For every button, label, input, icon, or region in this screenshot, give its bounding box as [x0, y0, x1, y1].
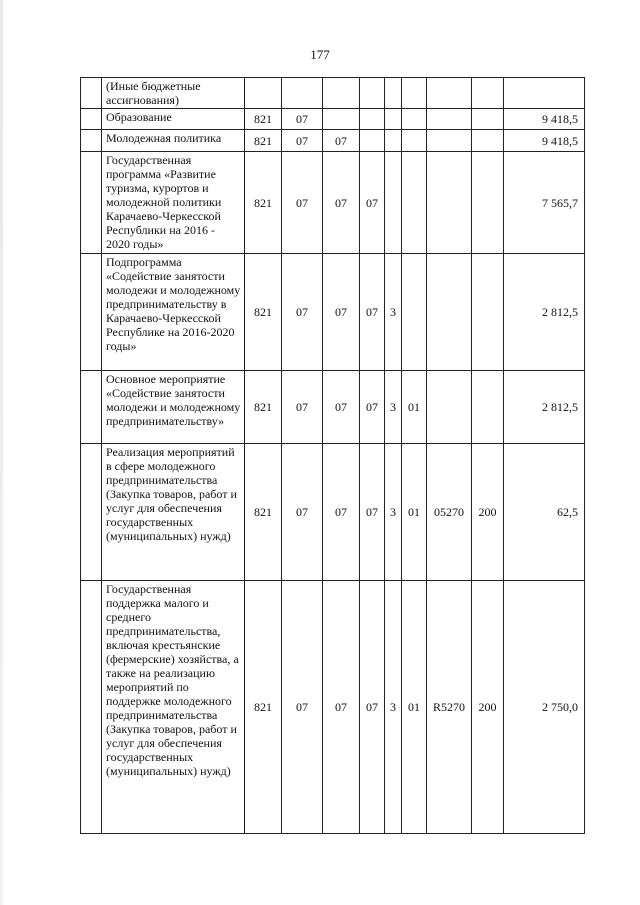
- table-row: [81, 78, 585, 109]
- amount-cell: 7 565,7: [504, 152, 585, 254]
- code-expense-type: [472, 109, 504, 130]
- amount-cell: 62,5: [504, 444, 585, 581]
- code-program: 07: [360, 152, 385, 254]
- code-program: [360, 78, 385, 109]
- amount-cell: 2 750,0: [504, 581, 585, 834]
- code-activity: [402, 254, 427, 371]
- row-description: Реализация мероприятий в сфере молодежного предпринимательства (Закупка товаров, работ и услуг для обеспечения государственных (муниципальных) нужд): [102, 444, 245, 581]
- amount-cell: [504, 78, 585, 109]
- code-program: 07: [360, 371, 385, 444]
- row-description: Образование: [102, 109, 245, 130]
- code-section: 07: [282, 581, 323, 834]
- code-direction: [427, 254, 472, 371]
- amount-cell: 2 812,5: [504, 254, 585, 371]
- code-subsection: 07: [323, 371, 360, 444]
- code-activity: 01: [402, 581, 427, 834]
- row-description: Молодежная политика: [102, 130, 245, 152]
- code-ministry: 821: [245, 444, 282, 581]
- blank-cell: [81, 109, 102, 130]
- row-description: Государственная поддержка малого и среднего предпринимательства, включая крестьянские (фермерские) хозяйства, а также на реализацию мероприятий по поддержке молодежного предпринимательства (Закупка товаров, работ и услуг для обеспечения государственных (муниципальных) нужд): [102, 581, 245, 834]
- code-expense-type: [472, 371, 504, 444]
- row-description: Основное мероприятие «Содействие занятости молодежи и молодежному предпринимательству»: [102, 371, 245, 444]
- code-expense-type: [472, 130, 504, 152]
- code-direction: 05270: [427, 444, 472, 581]
- row-description: (Иные бюджетные ассигнования): [102, 78, 245, 109]
- blank-cell: [81, 254, 102, 371]
- code-activity: [402, 109, 427, 130]
- code-section: 07: [282, 371, 323, 444]
- code-activity: [402, 78, 427, 109]
- code-direction: [427, 371, 472, 444]
- table-row: [81, 130, 585, 152]
- code-program: 07: [360, 254, 385, 371]
- scan-edge: [0, 0, 3, 905]
- table-row: [81, 109, 585, 130]
- code-activity: [402, 130, 427, 152]
- code-subsection: [323, 109, 360, 130]
- code-ministry: 821: [245, 371, 282, 444]
- code-section: 07: [282, 254, 323, 371]
- code-expense-type: [472, 152, 504, 254]
- code-subsection: [323, 78, 360, 109]
- code-section: 07: [282, 444, 323, 581]
- code-section: 07: [282, 130, 323, 152]
- code-program: [360, 109, 385, 130]
- table-row: [81, 371, 585, 444]
- blank-cell: [81, 78, 102, 109]
- code-direction: R5270: [427, 581, 472, 834]
- code-ministry: 821: [245, 109, 282, 130]
- code-ministry: 821: [245, 152, 282, 254]
- blank-cell: [81, 371, 102, 444]
- page-number: 177: [310, 47, 330, 62]
- table-row: [81, 581, 585, 834]
- blank-cell: [81, 444, 102, 581]
- code-program: 07: [360, 581, 385, 834]
- code-activity: 01: [402, 371, 427, 444]
- budget-table: [80, 77, 585, 834]
- code-subsection: 07: [323, 581, 360, 834]
- code-subsection: 07: [323, 254, 360, 371]
- amount-cell: 9 418,5: [504, 109, 585, 130]
- code-ministry: 821: [245, 130, 282, 152]
- row-description: Государственная программа «Развитие туризма, курортов и молодежной политики Карачаево-Черкесской Республики на 2016 - 2020 годы»: [102, 152, 245, 254]
- row-description: Подпрограмма «Содействие занятости молодежи и молодежному предпринимательству в Карачаево-Черкесской Республике на 2016-2020 годы»: [102, 254, 245, 371]
- amount-cell: 9 418,5: [504, 130, 585, 152]
- code-ministry: 821: [245, 581, 282, 834]
- code-subprogram: [385, 130, 402, 152]
- blank-cell: [81, 152, 102, 254]
- code-section: 07: [282, 109, 323, 130]
- table-row: [81, 254, 585, 371]
- table-row: [81, 444, 585, 581]
- amount-cell: 2 812,5: [504, 371, 585, 444]
- code-subprogram: 3: [385, 444, 402, 581]
- blank-cell: [81, 130, 102, 152]
- blank-cell: [81, 581, 102, 834]
- table-row: [81, 152, 585, 254]
- code-ministry: 821: [245, 254, 282, 371]
- code-expense-type: [472, 78, 504, 109]
- code-subprogram: 3: [385, 254, 402, 371]
- code-subprogram: 3: [385, 371, 402, 444]
- code-ministry: [245, 78, 282, 109]
- code-program: [360, 130, 385, 152]
- code-direction: [427, 78, 472, 109]
- code-activity: [402, 152, 427, 254]
- code-activity: 01: [402, 444, 427, 581]
- code-program: 07: [360, 444, 385, 581]
- code-subsection: 07: [323, 444, 360, 581]
- code-subprogram: [385, 78, 402, 109]
- code-subsection: 07: [323, 130, 360, 152]
- code-expense-type: 200: [472, 444, 504, 581]
- code-direction: [427, 109, 472, 130]
- code-subprogram: [385, 109, 402, 130]
- code-section: 07: [282, 152, 323, 254]
- code-expense-type: [472, 254, 504, 371]
- code-expense-type: 200: [472, 581, 504, 834]
- code-subsection: 07: [323, 152, 360, 254]
- code-direction: [427, 152, 472, 254]
- code-subprogram: 3: [385, 581, 402, 834]
- code-direction: [427, 130, 472, 152]
- code-subprogram: [385, 152, 402, 254]
- code-section: [282, 78, 323, 109]
